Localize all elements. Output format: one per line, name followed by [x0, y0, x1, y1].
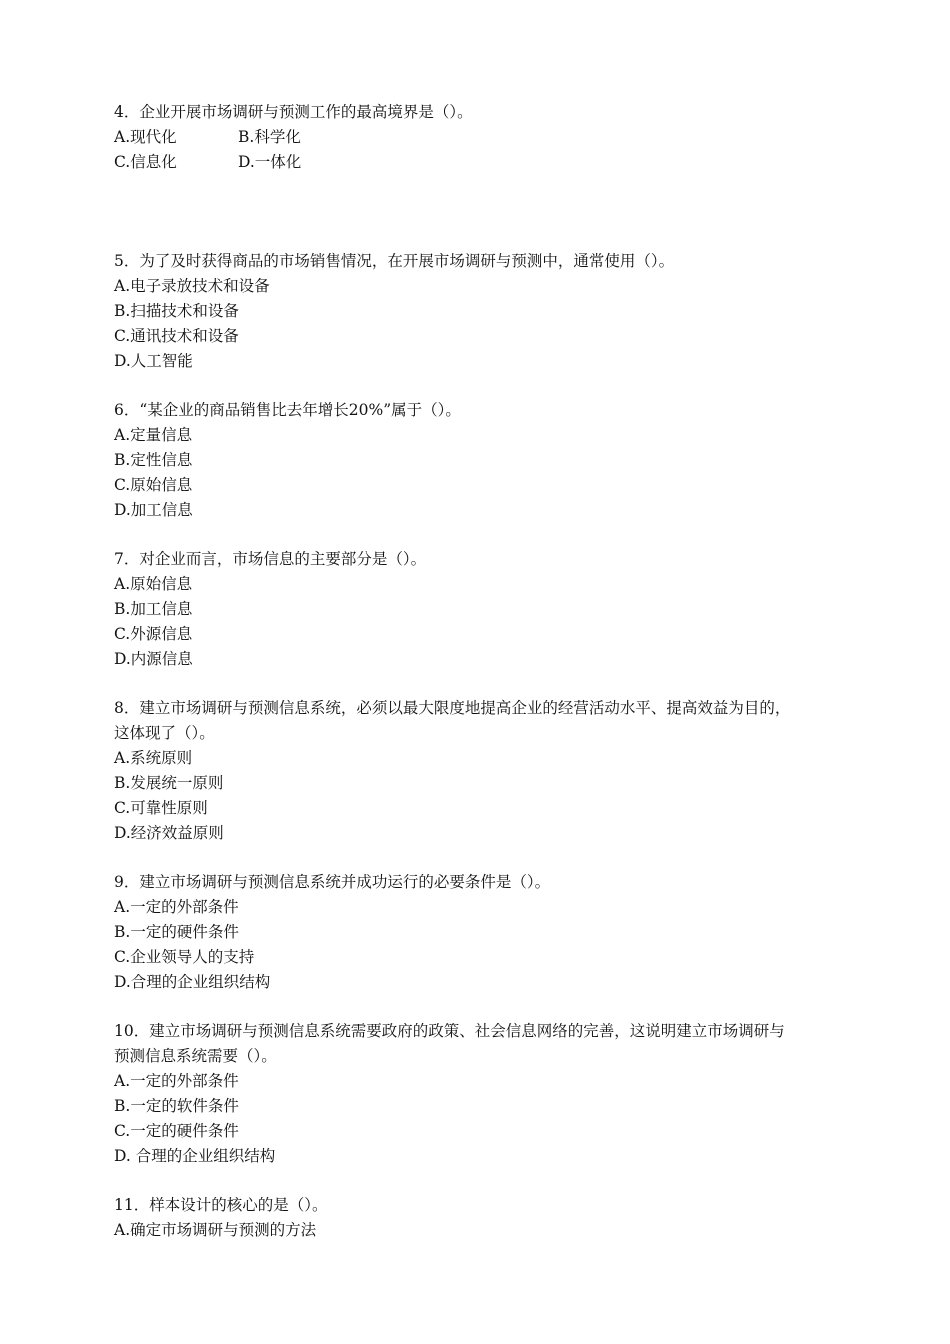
- option-d: D.合理的企业组织结构: [114, 973, 271, 991]
- question-stem: 4．企业开展市场调研与预测工作的最高境界是（）。: [114, 103, 473, 121]
- question-stem: 9．建立市场调研与预测信息系统并成功运行的必要条件是（）。: [114, 873, 551, 891]
- question-stem: 10．建立市场调研与预测信息系统需要政府的政策、社会信息网络的完善，这说明建立市场调研与: [114, 1022, 785, 1040]
- question-7: [114, 547, 854, 672]
- option-a: A.原始信息: [114, 575, 193, 593]
- question-stem: 5．为了及时获得商品的市场销售情况，在开展市场调研与预测中，通常使用（）。: [114, 252, 675, 270]
- question-stem: 6．“某企业的商品销售比去年增长20%”属于（）。: [114, 401, 461, 419]
- options-row: [114, 150, 854, 175]
- question-stem: 11．样本设计的核心的是（）。: [114, 1196, 328, 1214]
- question-stem-continued: 预测信息系统需要（）。: [114, 1047, 277, 1065]
- option-b: B.一定的硬件条件: [114, 923, 239, 941]
- option-d: D.经济效益原则: [114, 824, 224, 842]
- option-b: B.加工信息: [114, 600, 193, 618]
- option-c: C.可靠性原则: [114, 799, 208, 817]
- question-5: [114, 249, 854, 374]
- option-a: A.一定的外部条件: [114, 1072, 239, 1090]
- option-d: D.加工信息: [114, 501, 193, 519]
- option-a: A.系统原则: [114, 749, 193, 767]
- option-c: C.信息化: [114, 153, 177, 171]
- option-b: B.扫描技术和设备: [114, 302, 239, 320]
- option-d: D.人工智能: [114, 352, 193, 370]
- option-d: D.内源信息: [114, 650, 193, 668]
- option-a: A.电子录放技术和设备: [114, 277, 270, 295]
- option-a: A.一定的外部条件: [114, 898, 239, 916]
- option-b: B.发展统一原则: [114, 774, 224, 792]
- question-8: [114, 696, 854, 846]
- option-d: D.一体化: [238, 153, 302, 171]
- option-b: B.一定的软件条件: [114, 1097, 239, 1115]
- document-page: [114, 100, 854, 1267]
- option-d: D. 合理的企业组织结构: [114, 1147, 276, 1165]
- question-4: [114, 100, 854, 175]
- question-10: [114, 1019, 854, 1169]
- question-9: [114, 870, 854, 995]
- option-c: C.一定的硬件条件: [114, 1122, 239, 1140]
- option-a: A.确定市场调研与预测的方法: [114, 1221, 317, 1239]
- question-stem: 7．对企业而言，市场信息的主要部分是（）。: [114, 550, 427, 568]
- options-row: [114, 125, 854, 150]
- option-a: A.现代化: [114, 128, 177, 146]
- option-c: C.原始信息: [114, 476, 193, 494]
- option-b: B.科学化: [238, 128, 301, 146]
- question-stem: 8．建立市场调研与预测信息系统，必须以最大限度地提高企业的经营活动水平、提高效益为目的，: [114, 699, 791, 717]
- option-a: A.定量信息: [114, 426, 193, 444]
- question-stem-continued: 这体现了（）。: [114, 724, 215, 742]
- question-6: [114, 398, 854, 523]
- option-c: C.企业领导人的支持: [114, 948, 255, 966]
- option-c: C.外源信息: [114, 625, 193, 643]
- option-b: B.定性信息: [114, 451, 193, 469]
- option-c: C.通讯技术和设备: [114, 327, 239, 345]
- question-11: [114, 1193, 854, 1243]
